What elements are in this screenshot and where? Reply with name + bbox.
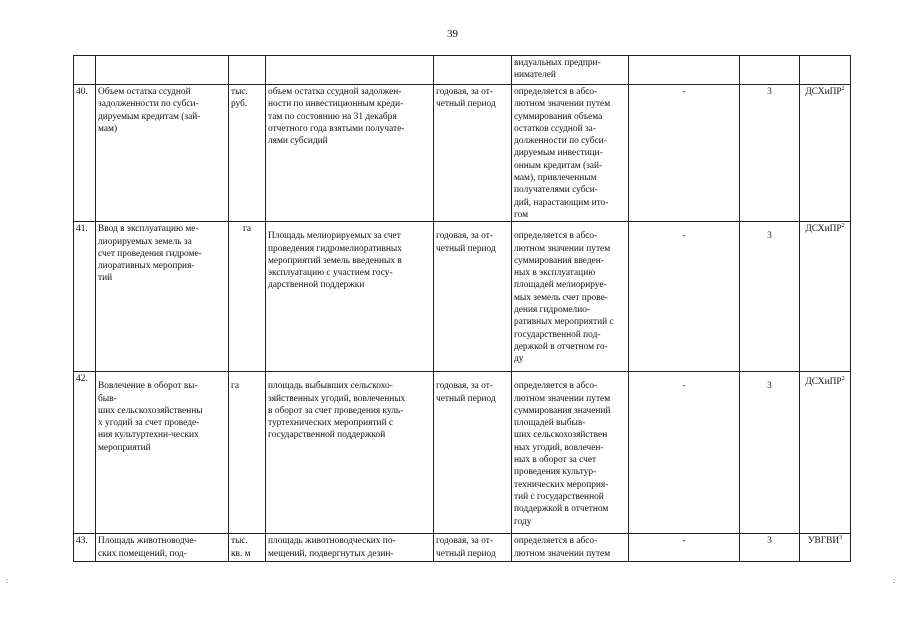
col8-cell: 3 bbox=[740, 85, 800, 222]
source-footnote: 2 bbox=[841, 376, 845, 383]
source-cell bbox=[800, 85, 851, 222]
period-cell: годовая, за от- четный период bbox=[434, 372, 512, 534]
period-cell: годовая, за от- четный период bbox=[434, 534, 512, 562]
left-margin-mark: : bbox=[6, 576, 9, 585]
method-cell: определяется в абсо- лютном значении путем суммирования объема остатков ссудной за- долженности по субси- дируемым инвестици- онным кредитам (зай- мам), привлеченным получателями субси- дий, нарастающим ито- гом bbox=[512, 85, 629, 222]
col7-cell: - bbox=[629, 222, 740, 372]
definition-cell: площадь выбывших сельскохо- зяйственных угодий, вовлеченных в оборот за счет проведения куль- туртехнических мероприятий с государственной поддержкой bbox=[266, 372, 434, 534]
page-number: 39 bbox=[447, 28, 458, 40]
table-row bbox=[74, 56, 851, 85]
method-cell: определяется в абсо- лютном значении путем суммирования значений площадей выбыв- ших сельскохозяйствен ных угодий, вовлечен- ных в оборот за счет проведения культур- технических мероприя- тий с государственной поддержкой в отчетном году bbox=[512, 372, 629, 534]
source-cell bbox=[800, 372, 851, 534]
unit-cell: тыс. кв. м bbox=[229, 534, 266, 562]
indicator-name: Объем остатка ссудной задолженности по субси- дируемым кредитам (зай- мам) bbox=[96, 85, 229, 222]
table-row bbox=[74, 222, 851, 372]
source-footnote: 3 bbox=[839, 535, 843, 542]
row-number: 40. bbox=[74, 85, 96, 222]
unit-cell: тыс. руб. bbox=[229, 85, 266, 222]
col8-cell: 3 bbox=[740, 372, 800, 534]
indicator-name: Вовлечение в оборот вы- быв- ших сельскохозяйственны х угодий за счет проведе- ния культуртехни-ческих мероприятий bbox=[96, 372, 229, 534]
col7-cell: - bbox=[629, 534, 740, 562]
row-number: 43. bbox=[74, 534, 96, 562]
period-cell bbox=[434, 56, 512, 85]
col8-cell: 3 bbox=[740, 534, 800, 562]
unit-cell bbox=[229, 56, 266, 85]
definition-cell bbox=[266, 56, 434, 85]
row-number: 41. bbox=[74, 222, 96, 372]
table-row bbox=[74, 372, 851, 534]
source-footnote: 2 bbox=[841, 223, 845, 230]
source-cell bbox=[800, 534, 851, 562]
col7-cell: - bbox=[629, 372, 740, 534]
source-footnote: 2 bbox=[841, 85, 845, 92]
source-text: УВГВИ bbox=[807, 536, 840, 547]
source-text: ДСХиПР bbox=[805, 224, 842, 235]
table-row bbox=[74, 85, 851, 222]
definition-cell: площадь животноводческих по- мещений, подвергнутых дезин- bbox=[266, 534, 434, 562]
unit-cell: га bbox=[229, 222, 266, 372]
table-row bbox=[74, 534, 851, 562]
row-number: 42. bbox=[74, 372, 96, 534]
col7-cell: - bbox=[629, 85, 740, 222]
indicator-name: Ввод в эксплуатацию ме- лиорируемых земель за счет проведения гидроме- лиоративных мероприя- тий bbox=[96, 222, 229, 372]
indicator-name: Площадь животноводче- ских помещений, под- bbox=[96, 534, 229, 562]
source-text: ДСХиПР bbox=[805, 377, 842, 388]
indicator-name bbox=[96, 56, 229, 85]
right-margin-mark: : bbox=[893, 576, 896, 585]
col7-cell bbox=[629, 56, 740, 85]
unit-cell: га bbox=[229, 372, 266, 534]
source-text: ДСХиПР bbox=[805, 87, 842, 97]
indicators-table bbox=[73, 55, 851, 562]
col8-cell: 3 bbox=[740, 222, 800, 372]
definition-cell: Площадь мелиорируемых за счет проведения гидромелиоративных мероприятий земель введенных в эксплуатацию с участием госу- дарственной поддержки bbox=[266, 222, 434, 372]
definition-cell: объем остатка ссудной задолжен- ности по инвестиционным креди- там по состоянию на 31 декабря отчетного года взятыми получате- лями субсидий bbox=[266, 85, 434, 222]
source-cell bbox=[800, 222, 851, 372]
method-cell: определяется в абсо- лютном значении путем bbox=[512, 534, 629, 562]
period-cell: годовая, за от- четный период bbox=[434, 222, 512, 372]
row-number bbox=[74, 56, 96, 85]
method-cell: определяется в абсо- лютном значении путем суммирования введен- ных в эксплуатацию площадей мелиорируе- мых земель счет прове- дения гидромелио- ративных мероприятий с государственной под- держкой в отчетном го- ду bbox=[512, 222, 629, 372]
col8-cell bbox=[740, 56, 800, 85]
source-cell bbox=[800, 56, 851, 85]
period-cell: годовая, за от- четный период bbox=[434, 85, 512, 222]
method-cell: видуальных предпри- нимателей bbox=[512, 56, 629, 85]
